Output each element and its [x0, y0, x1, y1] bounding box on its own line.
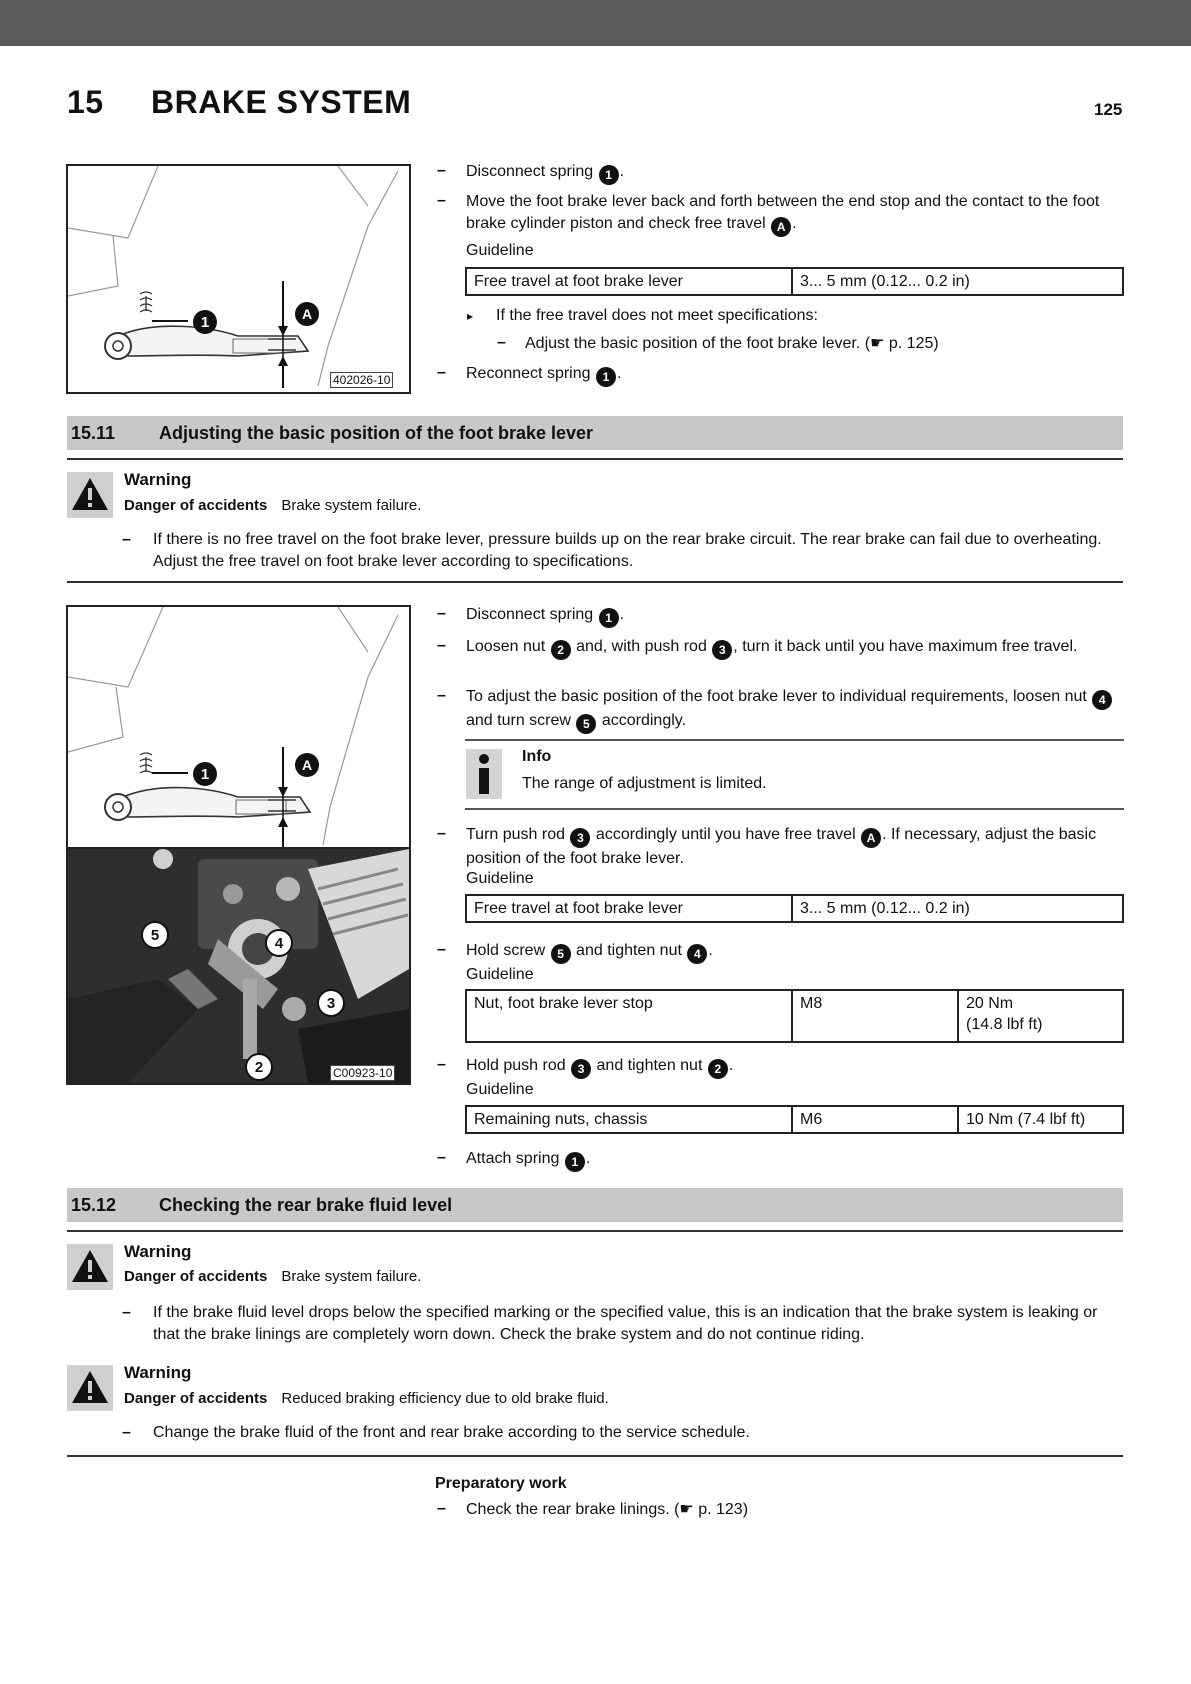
spec-table-free-travel	[465, 267, 1124, 296]
callout-2-marker: 2	[245, 1053, 273, 1081]
table-cell: M6	[792, 1106, 958, 1133]
warning-title: Warning	[124, 1363, 192, 1382]
spec-table-remaining-nuts	[465, 1105, 1124, 1134]
table-cell: Nut, foot brake lever stop	[466, 990, 792, 1042]
condition-bullet: ▸	[467, 309, 474, 323]
badge-3: 3	[712, 640, 732, 660]
guideline-label: Guideline	[466, 1081, 534, 1098]
callout-5-marker: 5	[141, 921, 169, 949]
badge-1: 1	[599, 165, 619, 185]
top-bar	[0, 0, 1191, 46]
step-dash: –	[437, 605, 446, 622]
chapter-title	[67, 84, 411, 121]
warning-item: Change the brake fluid of the front and rear brake according to the service schedule.	[153, 1424, 750, 1441]
section-header-15-11: 15.11 Adjusting the basic position of the foot brake lever	[67, 416, 1123, 450]
warning-danger-line: Danger of accidents Brake system failure.	[124, 1268, 422, 1285]
warning-danger-line: Danger of accidents Brake system failure.	[124, 497, 422, 514]
figure-code: C00923-10	[330, 1065, 395, 1081]
table-cell: 10 Nm (7.4 lbf ft)	[958, 1106, 1123, 1133]
step-dash: –	[437, 941, 446, 958]
table-row	[466, 895, 1123, 922]
step-hold-push-rod: Hold push rod 3 and tighten nut 2 .	[466, 1055, 733, 1079]
section-header-15-12: 15.12 Checking the rear brake fluid level	[67, 1188, 1123, 1222]
badge-a: A	[771, 217, 791, 237]
substep-adjust: Adjust the basic position of the foot brake lever. (☛ p. 125)	[525, 335, 939, 352]
step-attach-spring: Attach spring 1 .	[466, 1148, 590, 1172]
section-divider	[67, 1455, 1123, 1457]
section-divider	[67, 581, 1123, 583]
callout-3-marker: 3	[317, 989, 345, 1017]
callout-a-marker: A	[295, 753, 319, 777]
callout-a-marker: A	[295, 302, 319, 326]
foot-brake-lever-illustration	[68, 166, 409, 392]
step-dash: –	[437, 192, 446, 209]
step-dash: –	[437, 687, 446, 704]
step-turn-push-rod: Turn push rod 3 accordingly until you have free travel A . If necessary, adjust the basic position of the foot brake lever.	[466, 826, 1097, 867]
table-cell: M8	[792, 990, 958, 1042]
info-icon	[466, 749, 502, 799]
warning-danger-line: Danger of accidents Reduced braking efficiency due to old brake fluid.	[124, 1390, 609, 1407]
chapter-number: 15	[67, 84, 104, 120]
badge-3: 3	[571, 1059, 591, 1079]
warning-icon	[67, 472, 113, 518]
step-dash: –	[437, 1149, 446, 1166]
step-loosen-nut: Loosen nut 2 and, with push rod 3 , turn it back until you have maximum free travel.	[466, 636, 1122, 660]
step-dash: –	[437, 1056, 446, 1073]
section-divider	[67, 1230, 1123, 1232]
warning-icon	[67, 1365, 113, 1411]
badge-2: 2	[551, 640, 571, 660]
warning-title: Warning	[124, 470, 192, 489]
guideline-label: Guideline	[466, 242, 534, 259]
warning-title: Warning	[124, 1242, 192, 1261]
badge-4: 4	[687, 944, 707, 964]
guideline-label: Guideline	[466, 870, 534, 887]
page-number: 125	[1094, 100, 1123, 119]
info-text: The range of adjustment is limited.	[522, 775, 767, 792]
step-dash: –	[497, 334, 506, 351]
step-dash: –	[437, 637, 446, 654]
warning-item: If there is no free travel on the foot brake lever, pressure builds up on the rear brake circuit. The rear brake can fail due to overheating. Adjust the free travel on foot brake lever according to specifications.	[153, 531, 1102, 570]
step-adjust-basic-position: To adjust the basic position of the foot brake lever to individual requirements, loosen nut 4 and turn screw 5 accordingly.	[466, 686, 1122, 734]
chapter-title-text: BRAKE SYSTEM	[151, 84, 412, 120]
badge-1: 1	[596, 367, 616, 387]
badge-4: 4	[1092, 690, 1112, 710]
badge-3: 3	[570, 828, 590, 848]
step-dash: –	[122, 1424, 131, 1441]
table-row	[466, 268, 1123, 295]
table-cell: Free travel at foot brake lever	[466, 895, 792, 922]
warning-item: If the brake fluid level drops below the specified marking or the specified value, this is an indication that the brake system is leaking or that the brake linings are completely worn down. Check the brake system and do not continue riding.	[153, 1304, 1098, 1343]
step-dash: –	[437, 162, 446, 179]
table-cell: 3... 5 mm (0.12... 0.2 in)	[792, 268, 1123, 295]
step-dash: –	[437, 1500, 446, 1517]
info-title: Info	[522, 748, 552, 765]
table-cell: 20 Nm (14.8 lbf ft)	[958, 990, 1123, 1042]
figure-foot-brake-lever-2	[66, 605, 411, 849]
step-dash: –	[437, 825, 446, 842]
callout-1-marker: 1	[193, 762, 217, 786]
info-divider	[465, 739, 1124, 741]
condition-text: If the free travel does not meet specifications:	[496, 307, 818, 324]
step-dash: –	[122, 531, 131, 548]
table-cell: Free travel at foot brake lever	[466, 268, 792, 295]
step-dash: –	[122, 1304, 131, 1321]
spec-table-nut-lever-stop	[465, 989, 1124, 1043]
badge-2: 2	[708, 1059, 728, 1079]
table-row	[466, 990, 1123, 1042]
foot-brake-lever-illustration	[68, 607, 409, 847]
step-check-free-travel: Move the foot brake lever back and forth between the end stop and the contact to the foot brake cylinder piston and check free travel A .	[466, 191, 1116, 237]
badge-5: 5	[551, 944, 571, 964]
figure-code: 402026-10	[330, 372, 393, 388]
badge-5: 5	[576, 714, 596, 734]
figure-brake-lever-photo	[66, 847, 411, 1085]
step-hold-screw: Hold screw 5 and tighten nut 4 .	[466, 940, 713, 964]
table-cell: 3... 5 mm (0.12... 0.2 in)	[792, 895, 1123, 922]
table-cell: Remaining nuts, chassis	[466, 1106, 792, 1133]
step-dash: –	[437, 364, 446, 381]
preparatory-work-title: Preparatory work	[435, 1475, 567, 1492]
brake-assembly-photo	[68, 849, 409, 1083]
guideline-label: Guideline	[466, 966, 534, 983]
badge-1: 1	[599, 608, 619, 628]
spec-table-free-travel	[465, 894, 1124, 923]
step-disconnect-spring: Disconnect spring 1 .	[466, 161, 1126, 185]
callout-1-marker: 1	[193, 310, 217, 334]
table-row	[466, 1106, 1123, 1133]
section-divider	[67, 458, 1123, 460]
preparatory-item: Check the rear brake linings. (☛ p. 123)	[466, 1501, 749, 1518]
callout-4-marker: 4	[265, 929, 293, 957]
badge-a: A	[861, 828, 881, 848]
badge-1: 1	[565, 1152, 585, 1172]
info-divider	[465, 808, 1124, 810]
step-disconnect-spring: Disconnect spring 1 .	[466, 604, 624, 628]
figure-foot-brake-lever-1	[66, 164, 411, 394]
warning-icon	[67, 1244, 113, 1290]
step-reconnect-spring: Reconnect spring 1 .	[466, 363, 621, 387]
